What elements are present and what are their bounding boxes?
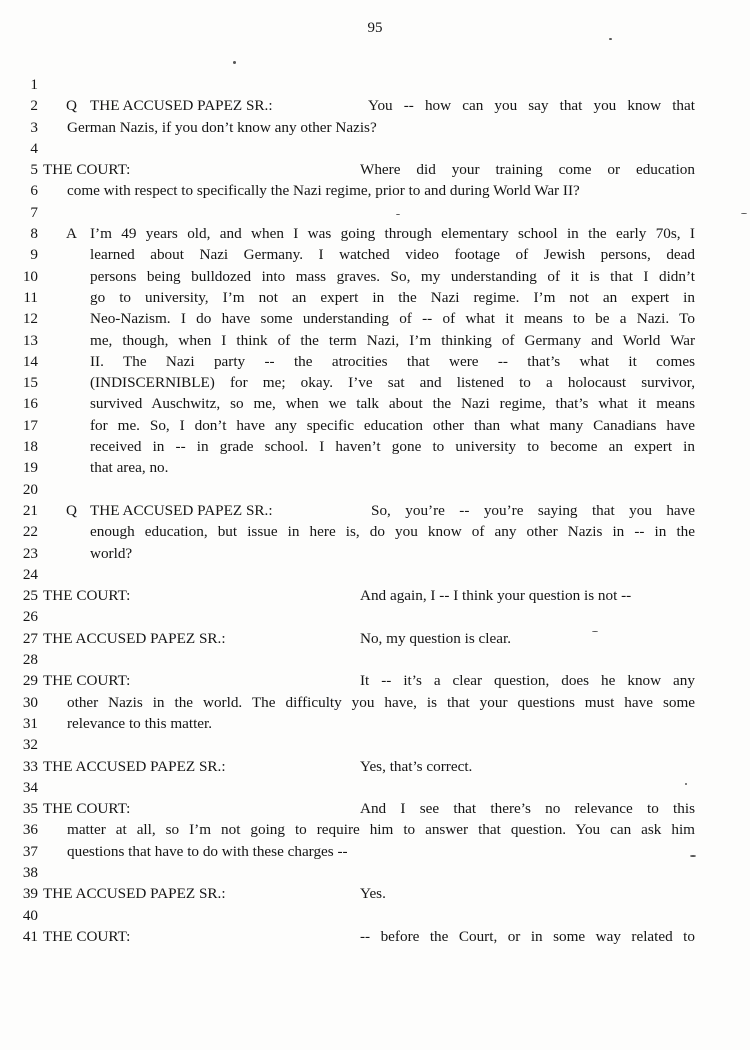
- speech-text: come with respect to specifically the Nazi regime, prior to and during World War II?: [67, 182, 580, 200]
- line-number: 18: [22, 438, 38, 456]
- transcript-line: [0, 692, 750, 713]
- speech-text: received in -- in grade school. I haven’t gone to university to become an expert in: [90, 438, 695, 456]
- transcript-line: [0, 713, 750, 734]
- line-number: 12: [22, 310, 38, 328]
- speaker-label: THE COURT:: [43, 587, 131, 605]
- transcript-line: [0, 585, 750, 606]
- line-number: 37: [22, 842, 38, 860]
- transcript-line: [0, 308, 750, 329]
- transcript-line: [0, 479, 750, 500]
- line-number: 31: [22, 714, 38, 732]
- line-number: 38: [22, 863, 38, 881]
- transcript-line: [0, 180, 750, 201]
- page-number: 95: [367, 20, 383, 36]
- line-number: 34: [22, 778, 38, 796]
- speaker-label: THE COURT:: [43, 161, 131, 179]
- transcript-line: [0, 457, 750, 478]
- speech-text: relevance to this matter.: [67, 714, 213, 732]
- speaker-label: THE ACCUSED PAPEZ SR.:: [43, 629, 226, 647]
- line-number: 22: [22, 523, 38, 541]
- speech-text: questions that have to do with these charges --: [67, 842, 348, 860]
- transcript-line: [0, 521, 750, 542]
- speech-text: So, you’re -- you’re saying that you have: [371, 501, 695, 519]
- scan-speck: [396, 214, 400, 215]
- line-number: 39: [22, 885, 38, 903]
- line-number: 35: [22, 800, 38, 818]
- line-number: 14: [22, 352, 38, 370]
- transcript-line: [0, 564, 750, 585]
- transcript-line: [0, 74, 750, 95]
- transcript-line: [0, 415, 750, 436]
- line-number: 32: [22, 736, 38, 754]
- speech-text: And again, I -- I think your question is not --: [360, 587, 632, 605]
- speech-text: No, my question is clear.: [360, 629, 512, 647]
- line-number: 7: [30, 203, 38, 221]
- speaker-label: THE COURT:: [43, 672, 131, 690]
- transcript-line: [0, 543, 750, 564]
- line-number: 5: [30, 161, 38, 179]
- speech-text: matter at all, so I’m not going to require him to answer that question. You can ask him: [67, 821, 695, 839]
- line-number: 11: [23, 288, 38, 306]
- speech-text: for me. So, I don’t have any specific education other than what many Canadians have: [90, 416, 695, 434]
- speech-text: And I see that there’s no relevance to this: [360, 800, 695, 818]
- speaker-label: THE ACCUSED PAPEZ SR.:: [90, 97, 273, 115]
- transcript-line: [0, 905, 750, 926]
- speech-text: -- before the Court, or in some way related to: [360, 927, 695, 945]
- transcript-line: [0, 393, 750, 414]
- line-number: 9: [30, 246, 38, 264]
- line-number: 20: [22, 480, 38, 498]
- line-number: 6: [30, 182, 38, 200]
- line-number: 29: [22, 672, 38, 690]
- line-number: 17: [22, 416, 38, 434]
- speech-text: learned about Nazi Germany. I watched video footage of Jewish persons, dead: [90, 246, 695, 264]
- transcript-line: [0, 756, 750, 777]
- line-number: 41: [22, 927, 38, 945]
- line-number: 24: [22, 565, 38, 583]
- speaker-label: THE ACCUSED PAPEZ SR.:: [90, 501, 273, 519]
- speaker-label: THE COURT:: [43, 927, 131, 945]
- transcript-line: [0, 926, 750, 947]
- transcript-line: [0, 372, 750, 393]
- speech-text: persons being bulldozed into mass graves. So, my understanding of it is that I didn’t: [90, 267, 695, 285]
- transcript-lines: [0, 74, 750, 947]
- line-number: 27: [22, 629, 38, 647]
- speech-text: Yes, that’s correct.: [360, 757, 473, 775]
- speech-text: (INDISCERNIBLE) for me; okay. I’ve sat and listened to a holocaust survivor,: [90, 374, 695, 392]
- transcript-line: [0, 436, 750, 457]
- line-number: 40: [22, 906, 38, 924]
- speaker-label: THE ACCUSED PAPEZ SR.:: [43, 885, 226, 903]
- speech-text: that area, no.: [90, 459, 169, 477]
- transcript-line: [0, 330, 750, 351]
- speech-text: It -- it’s a clear question, does he know any: [360, 672, 695, 690]
- scan-speck: [690, 855, 696, 857]
- transcript-line: [0, 649, 750, 670]
- speech-text: German Nazis, if you don’t know any other Nazis?: [67, 118, 377, 136]
- line-number: 1: [30, 76, 38, 93]
- transcript-line: [0, 670, 750, 691]
- line-number: 30: [22, 693, 38, 711]
- line-number: 3: [30, 118, 38, 136]
- line-number: 25: [22, 587, 38, 605]
- scan-speck: [685, 783, 687, 785]
- transcript-line: [0, 351, 750, 372]
- transcript-line: [0, 862, 750, 883]
- question-marker: Q: [66, 501, 77, 519]
- line-number: 19: [22, 459, 38, 477]
- answer-marker: A: [66, 225, 77, 243]
- line-number: 15: [22, 374, 38, 392]
- line-number: 4: [30, 139, 38, 157]
- line-number: 21: [22, 501, 38, 519]
- line-number: 33: [22, 757, 38, 775]
- speech-text: me, though, when I think of the term Nazi, I’m thinking of Germany and World War: [90, 331, 695, 349]
- line-number: 2: [30, 97, 38, 115]
- scan-speck: [233, 61, 236, 64]
- question-marker: Q: [66, 97, 77, 115]
- speech-text: enough education, but issue in here is, do you know of any other Nazis in -- in the: [90, 523, 695, 541]
- transcript-line: [0, 244, 750, 265]
- transcript-line: [0, 223, 750, 244]
- transcript-line: [0, 287, 750, 308]
- line-number: 10: [22, 267, 38, 285]
- speaker-label: THE ACCUSED PAPEZ SR.:: [43, 757, 226, 775]
- line-number: 26: [22, 608, 38, 626]
- scan-speck: [609, 38, 612, 40]
- transcript-line: [0, 202, 750, 223]
- speech-text: I’m 49 years old, and when I was going through elementary school in the early 70s, I: [90, 225, 695, 243]
- scan-speck: [741, 213, 747, 214]
- transcript-line: [0, 138, 750, 159]
- transcript-line: [0, 734, 750, 755]
- scan-speck: [592, 631, 598, 632]
- line-number: 23: [22, 544, 38, 562]
- speech-text: II. The Nazi party -- the atrocities that were -- that’s what it comes: [90, 352, 695, 370]
- speech-text: You -- how can you say that you know that: [368, 97, 695, 115]
- transcript-line: [0, 159, 750, 180]
- speaker-label: THE COURT:: [43, 800, 131, 818]
- transcript-line: [0, 798, 750, 819]
- transcript-line: [0, 777, 750, 798]
- line-number: 16: [22, 395, 38, 413]
- line-number: 8: [30, 225, 38, 243]
- speech-text: Neo-Nazism. I do have some understanding of -- of what it means to be a Nazi. To: [90, 310, 695, 328]
- transcript-line: [0, 606, 750, 627]
- speech-text: world?: [90, 544, 133, 562]
- speech-text: Where did your training come or education: [360, 161, 695, 179]
- line-number: 36: [22, 821, 38, 839]
- speech-text: survived Auschwitz, so me, when we talk about the Nazi regime, that’s what it means: [90, 395, 695, 413]
- transcript-line: [0, 628, 750, 649]
- transcript-line: [0, 883, 750, 904]
- speech-text: other Nazis in the world. The difficulty you have, is that your questions must have some: [67, 693, 695, 711]
- transcript-line: [0, 500, 750, 521]
- transcript-line: [0, 117, 750, 138]
- transcript-line: [0, 266, 750, 287]
- line-number: 28: [22, 651, 38, 669]
- speech-text: go to university, I’m not an expert in the Nazi regime. I’m not an expert in: [90, 288, 695, 306]
- transcript-line: [0, 819, 750, 840]
- transcript-line: [0, 95, 750, 116]
- speech-text: Yes.: [360, 885, 386, 903]
- transcript-line: [0, 841, 750, 862]
- line-number: 13: [22, 331, 38, 349]
